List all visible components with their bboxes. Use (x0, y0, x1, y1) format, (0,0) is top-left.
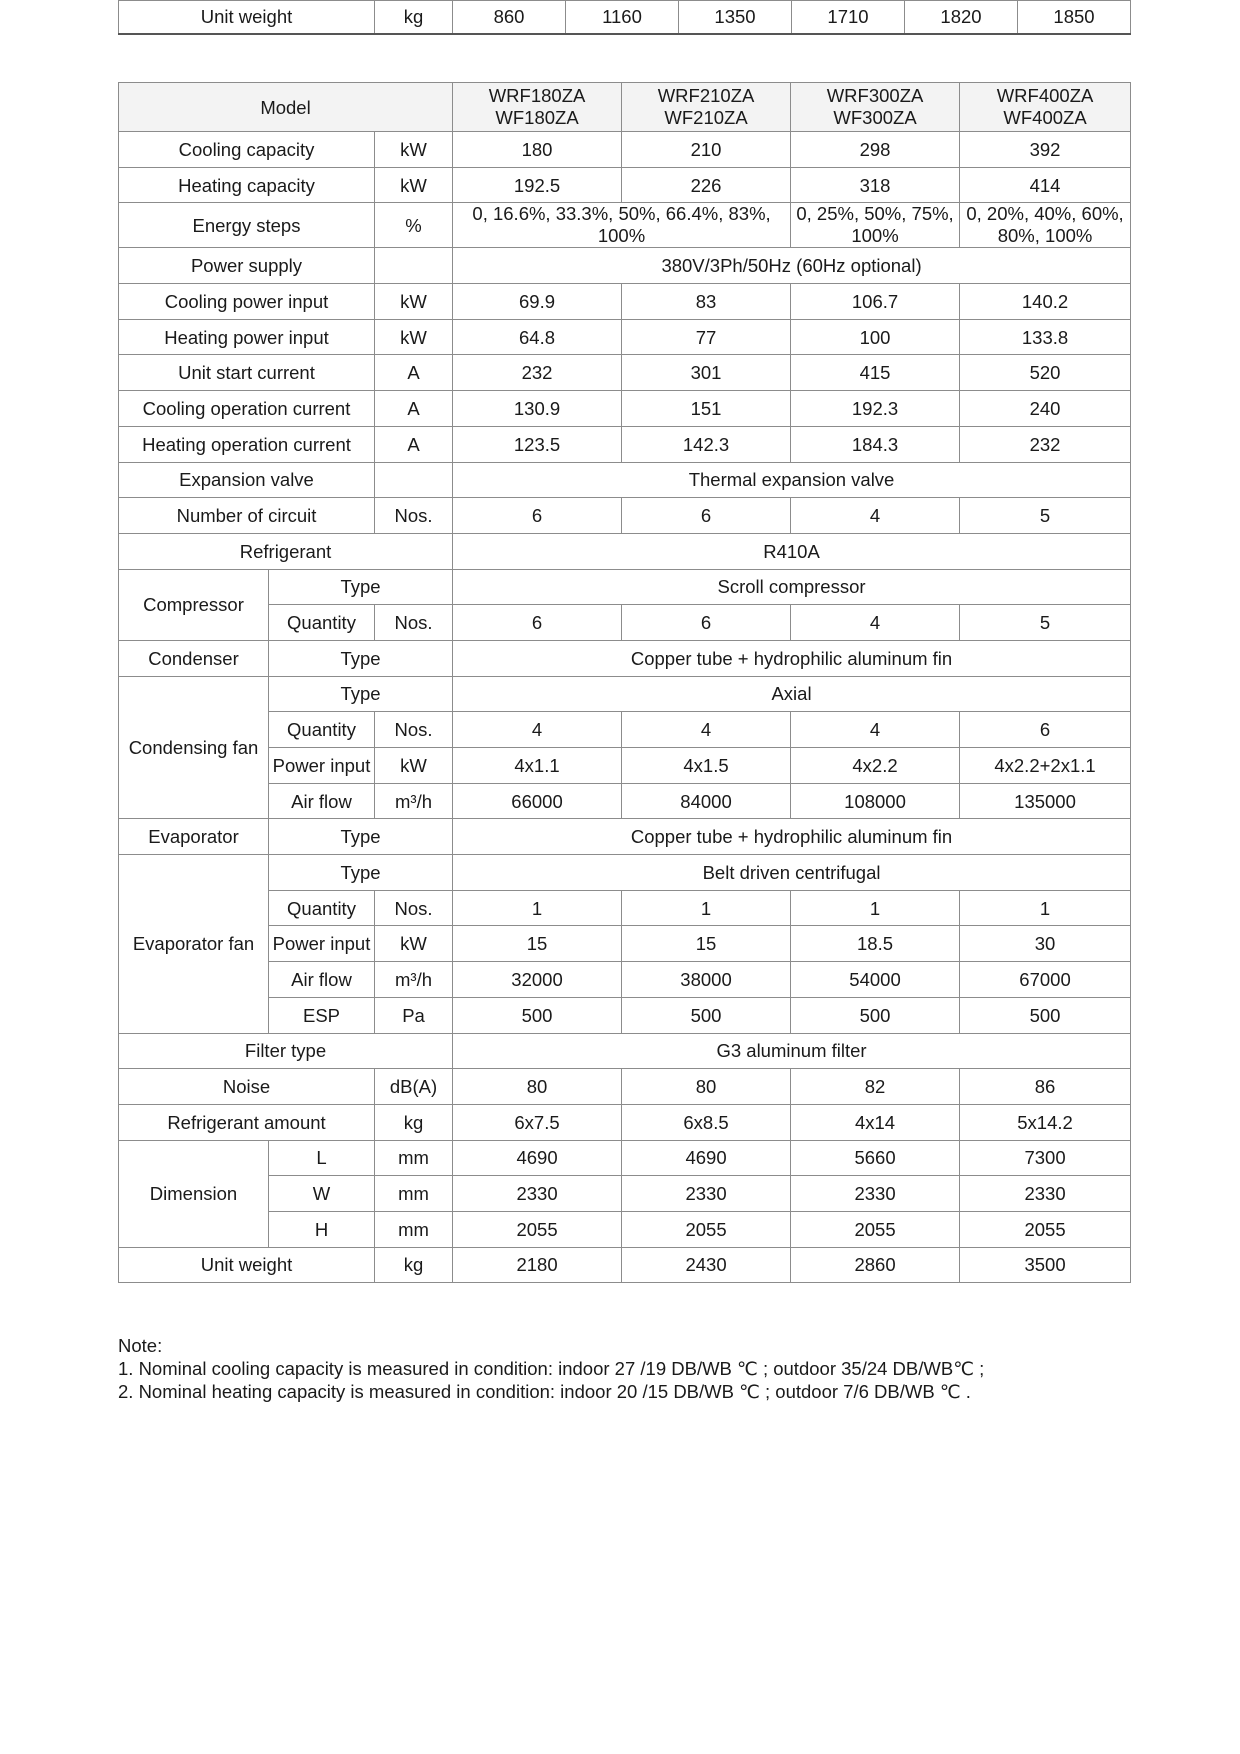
row-label: Heating power input (119, 319, 375, 355)
row-unit: m³/h (375, 962, 453, 998)
model-cell: WRF400ZA WF400ZA (960, 83, 1131, 132)
sub-label: Power input (269, 926, 375, 962)
value-cell: 106.7 (791, 284, 960, 320)
row-label: Power supply (119, 248, 375, 284)
notes-title: Note: (118, 1335, 163, 1356)
value-cell: 4 (791, 712, 960, 748)
sub-label: ESP (269, 997, 375, 1033)
value-cell: 4 (791, 498, 960, 534)
value-cell: 4 (791, 605, 960, 641)
compressor-quantity-row (119, 605, 1131, 641)
value-cell: 2860 (791, 1247, 960, 1283)
value-cell: 130.9 (453, 391, 622, 427)
value-cell: 123.5 (453, 426, 622, 462)
value-cell: G3 aluminum filter (453, 1033, 1131, 1069)
model-header-row (119, 83, 1131, 132)
value-cell: 5x14.2 (960, 1104, 1131, 1140)
value-cell: Axial (453, 676, 1131, 712)
row-unit: kg (375, 1104, 453, 1140)
evaporator-fan-power-row (119, 926, 1131, 962)
value-cell: 38000 (622, 962, 791, 998)
sub-label: W (269, 1176, 375, 1212)
sub-label: Type (269, 855, 453, 891)
value-cell: 414 (960, 167, 1131, 203)
row-unit: kg (375, 1, 453, 34)
value-cell: 500 (791, 997, 960, 1033)
value-cell: 1 (960, 890, 1131, 926)
dimension-w-row (119, 1176, 1131, 1212)
value-cell: 4 (453, 712, 622, 748)
value-cell: 6 (960, 712, 1131, 748)
value-cell: 5 (960, 498, 1131, 534)
value-cell: 140.2 (960, 284, 1131, 320)
condenser-type-row (119, 640, 1131, 676)
value-cell: 5 (960, 605, 1131, 641)
dimension-l-row (119, 1140, 1131, 1176)
sub-label: Quantity (269, 605, 375, 641)
row-label: Expansion valve (119, 462, 375, 498)
value-cell: 4 (622, 712, 791, 748)
value-cell: 67000 (960, 962, 1131, 998)
notes-section (118, 1334, 984, 1403)
row-unit: Pa (375, 997, 453, 1033)
value-cell: 64.8 (453, 319, 622, 355)
sub-label: Quantity (269, 890, 375, 926)
cooling-capacity-row (119, 132, 1131, 168)
value-cell: 232 (960, 426, 1131, 462)
note-line: 1. Nominal cooling capacity is measured in condition: indoor 27 /19 DB/WB ℃ ; outdoor 35/24 DB/WB℃ ; (118, 1358, 985, 1379)
sub-label: Type (269, 640, 453, 676)
row-unit: kW (375, 284, 453, 320)
value-cell: 142.3 (622, 426, 791, 462)
value-cell: 30 (960, 926, 1131, 962)
value-cell: 392 (960, 132, 1131, 168)
row-label: Cooling power input (119, 284, 375, 320)
value-cell: 66000 (453, 783, 622, 819)
sub-label: L (269, 1140, 375, 1176)
value-cell: 108000 (791, 783, 960, 819)
row-label: Filter type (119, 1033, 453, 1069)
row-unit: % (375, 203, 453, 248)
model-cell: WRF300ZA WF300ZA (791, 83, 960, 132)
value-cell: 4x2.2+2x1.1 (960, 748, 1131, 784)
condensing-fan-power-row (119, 748, 1131, 784)
value-cell: 415 (791, 355, 960, 391)
value-cell: 1 (791, 890, 960, 926)
value-cell: 18.5 (791, 926, 960, 962)
value-cell: 500 (960, 997, 1131, 1033)
sub-label: Quantity (269, 712, 375, 748)
value-cell: 7300 (960, 1140, 1131, 1176)
value-cell: 192.5 (453, 167, 622, 203)
group-label: Evaporator (119, 819, 269, 855)
row-unit: kW (375, 926, 453, 962)
row-label: Noise (119, 1069, 375, 1105)
value-cell: 4x1.1 (453, 748, 622, 784)
sub-label: Power input (269, 748, 375, 784)
value-cell: 226 (622, 167, 791, 203)
value-cell: 0, 16.6%, 33.3%, 50%, 66.4%, 83%, 100% (453, 203, 791, 248)
noise-row (119, 1069, 1131, 1105)
value-cell: 1160 (566, 1, 679, 34)
value-cell: 15 (622, 926, 791, 962)
row-unit: dB(A) (375, 1069, 453, 1105)
value-cell: 69.9 (453, 284, 622, 320)
row-label: Number of circuit (119, 498, 375, 534)
heating-power-input-row (119, 319, 1131, 355)
value-cell: 4x2.2 (791, 748, 960, 784)
group-label: Condensing fan (119, 676, 269, 819)
value-cell: 2055 (453, 1211, 622, 1247)
value-cell: 298 (791, 132, 960, 168)
value-cell: Copper tube + hydrophilic aluminum fin (453, 640, 1131, 676)
value-cell: 2055 (622, 1211, 791, 1247)
value-cell: 0, 25%, 50%, 75%, 100% (791, 203, 960, 248)
value-cell: 6x7.5 (453, 1104, 622, 1140)
cooling-operation-current-row (119, 391, 1131, 427)
filter-type-row (119, 1033, 1131, 1069)
row-unit: kW (375, 748, 453, 784)
group-label: Compressor (119, 569, 269, 640)
refrigerant-row (119, 533, 1131, 569)
row-unit: kW (375, 132, 453, 168)
value-cell: 80 (622, 1069, 791, 1105)
value-cell: 5660 (791, 1140, 960, 1176)
value-cell: 1350 (679, 1, 792, 34)
row-label: Unit weight (119, 1, 375, 34)
value-cell: 1 (622, 890, 791, 926)
row-label: Unit start current (119, 355, 375, 391)
row-unit: A (375, 426, 453, 462)
evaporator-fan-airflow-row (119, 962, 1131, 998)
spec-table (118, 82, 1131, 1283)
value-cell: Copper tube + hydrophilic aluminum fin (453, 819, 1131, 855)
value-cell: 82 (791, 1069, 960, 1105)
value-cell: Thermal expansion valve (453, 462, 1131, 498)
value-cell: 318 (791, 167, 960, 203)
row-label: Cooling capacity (119, 132, 375, 168)
energy-steps-row (119, 203, 1131, 248)
evaporator-fan-type-row (119, 855, 1131, 891)
value-cell: 6 (453, 605, 622, 641)
row-unit: mm (375, 1211, 453, 1247)
value-cell: Belt driven centrifugal (453, 855, 1131, 891)
refrigerant-amount-row (119, 1104, 1131, 1140)
heating-operation-current-row (119, 426, 1131, 462)
model-label: Model (119, 83, 453, 132)
value-cell: 2330 (960, 1176, 1131, 1212)
sub-label: Type (269, 676, 453, 712)
note-line: 2. Nominal heating capacity is measured in condition: indoor 20 /15 DB/WB ℃ ; outdoor 7/6 DB/WB ℃ . (118, 1381, 971, 1402)
row-label: Heating operation current (119, 426, 375, 462)
value-cell: 1 (453, 890, 622, 926)
value-cell: 86 (960, 1069, 1131, 1105)
row-label: Unit weight (119, 1247, 375, 1283)
value-cell: 184.3 (791, 426, 960, 462)
value-cell: Scroll compressor (453, 569, 1131, 605)
row-label: Refrigerant (119, 533, 453, 569)
value-cell: 500 (622, 997, 791, 1033)
condensing-fan-type-row (119, 676, 1131, 712)
value-cell: 135000 (960, 783, 1131, 819)
cooling-power-input-row (119, 284, 1131, 320)
row-unit: kW (375, 319, 453, 355)
sub-label: Air flow (269, 962, 375, 998)
unit-weight-row (119, 1247, 1131, 1283)
value-cell: 240 (960, 391, 1131, 427)
row-unit (375, 248, 453, 284)
value-cell: 232 (453, 355, 622, 391)
value-cell: 151 (622, 391, 791, 427)
value-cell: 77 (622, 319, 791, 355)
value-cell: 380V/3Ph/50Hz (60Hz optional) (453, 248, 1131, 284)
row-unit (375, 462, 453, 498)
evaporator-fan-esp-row (119, 997, 1131, 1033)
sub-label: Type (269, 569, 453, 605)
value-cell: 2430 (622, 1247, 791, 1283)
value-cell: 2330 (791, 1176, 960, 1212)
value-cell: 32000 (453, 962, 622, 998)
model-cell: WRF210ZA WF210ZA (622, 83, 791, 132)
value-cell: 0, 20%, 40%, 60%, 80%, 100% (960, 203, 1131, 248)
row-label: Heating capacity (119, 167, 375, 203)
condensing-fan-airflow-row (119, 783, 1131, 819)
row-unit: A (375, 391, 453, 427)
unit-start-current-row (119, 355, 1131, 391)
value-cell: 83 (622, 284, 791, 320)
group-label: Dimension (119, 1140, 269, 1247)
value-cell: 860 (453, 1, 566, 34)
value-cell: 4690 (453, 1140, 622, 1176)
power-supply-row (119, 248, 1131, 284)
row-unit: A (375, 355, 453, 391)
value-cell: 4690 (622, 1140, 791, 1176)
value-cell: 301 (622, 355, 791, 391)
sub-label: Air flow (269, 783, 375, 819)
value-cell: 1850 (1018, 1, 1131, 34)
heating-capacity-row (119, 167, 1131, 203)
row-unit: mm (375, 1176, 453, 1212)
value-cell: 54000 (791, 962, 960, 998)
value-cell: 6 (453, 498, 622, 534)
number-of-circuit-row (119, 498, 1131, 534)
value-cell: 133.8 (960, 319, 1131, 355)
value-cell: 100 (791, 319, 960, 355)
value-cell: 80 (453, 1069, 622, 1105)
group-label: Evaporator fan (119, 855, 269, 1033)
unit-weight-row (119, 1, 1131, 34)
value-cell: 3500 (960, 1247, 1131, 1283)
condensing-fan-quantity-row (119, 712, 1131, 748)
value-cell: 192.3 (791, 391, 960, 427)
sub-label: Type (269, 819, 453, 855)
dimension-h-row (119, 1211, 1131, 1247)
row-unit: Nos. (375, 605, 453, 641)
compressor-type-row (119, 569, 1131, 605)
evaporator-type-row (119, 819, 1131, 855)
value-cell: 2055 (960, 1211, 1131, 1247)
row-unit: m³/h (375, 783, 453, 819)
row-unit: Nos. (375, 712, 453, 748)
model-cell: WRF180ZA WF180ZA (453, 83, 622, 132)
row-label: Cooling operation current (119, 391, 375, 427)
row-unit: Nos. (375, 890, 453, 926)
row-unit: Nos. (375, 498, 453, 534)
value-cell: 2180 (453, 1247, 622, 1283)
value-cell: 6 (622, 498, 791, 534)
previous-spec-table (118, 0, 1131, 35)
value-cell: 1710 (792, 1, 905, 34)
row-label: Refrigerant amount (119, 1104, 375, 1140)
value-cell: 180 (453, 132, 622, 168)
value-cell: 2330 (453, 1176, 622, 1212)
value-cell: 520 (960, 355, 1131, 391)
evaporator-fan-quantity-row (119, 890, 1131, 926)
value-cell: 210 (622, 132, 791, 168)
value-cell: 6x8.5 (622, 1104, 791, 1140)
value-cell: R410A (453, 533, 1131, 569)
value-cell: 2055 (791, 1211, 960, 1247)
expansion-valve-row (119, 462, 1131, 498)
row-unit: kg (375, 1247, 453, 1283)
row-label: Energy steps (119, 203, 375, 248)
value-cell: 4x1.5 (622, 748, 791, 784)
value-cell: 2330 (622, 1176, 791, 1212)
row-unit: mm (375, 1140, 453, 1176)
value-cell: 15 (453, 926, 622, 962)
sub-label: H (269, 1211, 375, 1247)
value-cell: 1820 (905, 1, 1018, 34)
value-cell: 84000 (622, 783, 791, 819)
value-cell: 500 (453, 997, 622, 1033)
row-unit: kW (375, 167, 453, 203)
value-cell: 4x14 (791, 1104, 960, 1140)
group-label: Condenser (119, 640, 269, 676)
value-cell: 6 (622, 605, 791, 641)
